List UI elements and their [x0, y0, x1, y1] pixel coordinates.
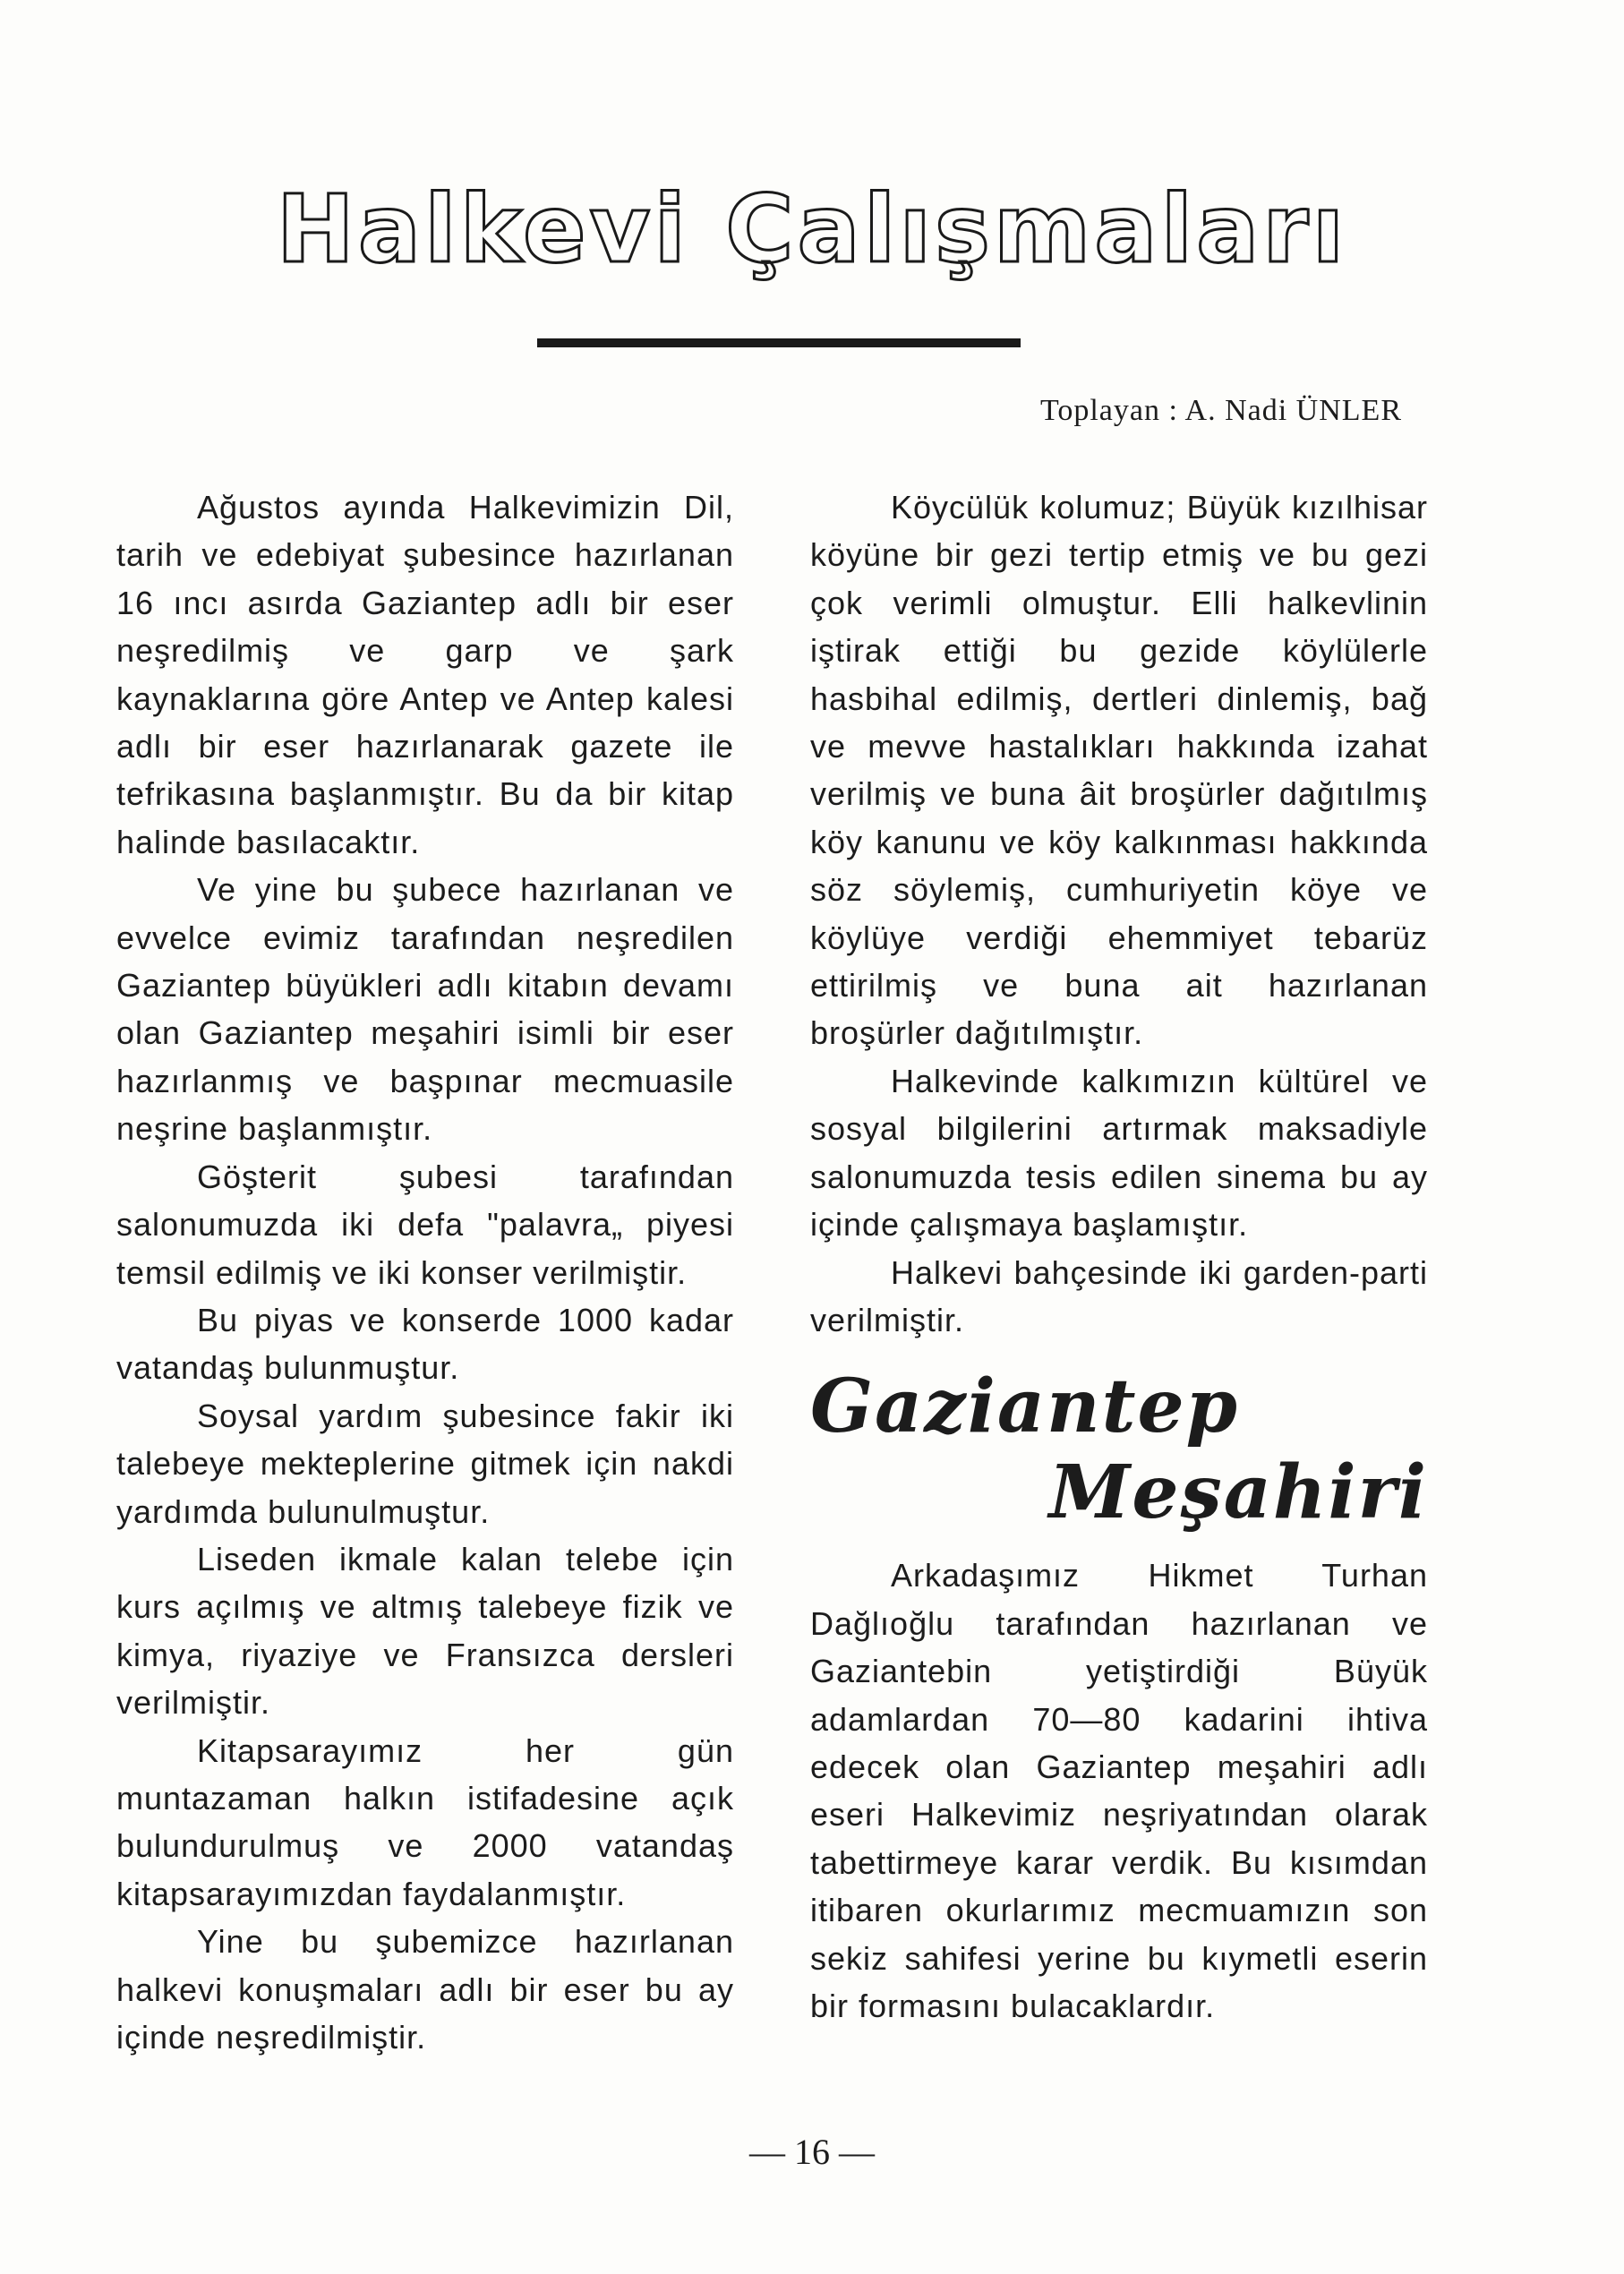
byline: Toplayan : A. Nadi ÜNLER	[1039, 394, 1402, 427]
paragraph: Kitapsarayımız her gün muntazaman halkın istifadesine açık bulundurulmuş ve 2000 vatandaş kitapsarayımızdan faydalanmıştır.	[116, 1731, 734, 1912]
left-column	[116, 483, 734, 2061]
paragraph: Bu piyas ve konserde 1000 kadar vatandaş bulunmuştur.	[116, 1301, 734, 1387]
right-column	[810, 483, 1428, 2030]
paragraph: Ve yine bu şubece hazırlanan ve evvelce evimiz tarafından neşredilen Gaziantep büyükleri adlı kitabın devamı olan Gaziantep meşahiri isimli bir eser hazırlanmış ve başpınar mecmuasile neşrine başlanmıştır.	[116, 871, 734, 1148]
page-title: Halkevi Çalışmaları	[276, 175, 1348, 284]
paragraph: Köycülük kolumuz; Büyük kızılhisar köyüne bir gezi tertip etmiş ve bu gezi çok verimli olmuştur. Elli halkevlinin iştirak ettiği bu gezide köylülerle hasbihal edilmiş, dertleri dinlemiş, bağ ve mevve hastalıkları hakkında izahat verilmiş ve buna âit broşürler dağıtılmış köy kanunu ve köy kalkınması hakkında söz söylemiş, cumhuriyetin köye ve köylüye verdiği ehemmiyet tebarüz ettirilmiş ve buna ait hazırlanan broşürler dağıtılmıştır.	[810, 489, 1428, 1052]
article-heading-line2: Meşahiri	[1048, 1449, 1428, 1536]
page-number: — 16 —	[749, 2132, 875, 2172]
article-paragraph: Arkadaşımız Hikmet Turhan Dağlıoğlu tarafından hazırlanan ve Gaziantebin yetiştirdiği Büyük adamlardan 70—80 kadarini ihtiva edecek olan Gaziantep meşahiri adlı eseri Halkevimiz neşriyatından olarak tabettirmeye karar verdik. Bu kısımdan itibaren okurlarımız mecmuamızın son sekiz sahifesi yerine bu kıymetli eserin bir formasını bulacaklardır.	[810, 1557, 1428, 2024]
article-heading	[810, 1364, 1428, 1535]
article-heading-line1: Gaziantep	[810, 1364, 1240, 1450]
title-underline	[537, 338, 1021, 347]
paragraph: Yine bu şubemizce hazırlanan halkevi konuşmaları adlı bir eser bu ay içinde neşredilmiştir.	[116, 1923, 734, 2056]
paragraph: Göşterit şubesi tarafından salonumuzda iki defa "palavra„ piyesi temsil edilmiş ve iki konser verilmiştir.	[116, 1158, 734, 1291]
paragraph: Liseden ikmale kalan telebe için kurs açılmış ve altmış talebeye fizik ve kimya, riyaziye ve Fransızca dersleri verilmiştir.	[116, 1540, 734, 1722]
paragraph: Halkevi bahçesinde iki garden-parti verilmiştir.	[810, 1253, 1428, 1338]
paragraph: Soysal yardım şubesince fakir iki talebeye mekteplerine gitmek için nakdi yardımda bulunulmuştur.	[116, 1397, 734, 1530]
paragraph: Halkevinde kalkımızın kültürel ve sosyal bilgilerini artırmak maksadiyle salonumuzda tesis edilen sinema bu ay içinde çalışmaya başlamıştır.	[810, 1062, 1428, 1244]
paragraph: Ağustos ayında Halkevimizin Dil, tarih ve edebiyat şubesince hazırlanan 16 ıncı asırda Gaziantep adlı bir eser neşredilmiş ve garp ve şark kaynaklarına göre Antep ve Antep kalesi adlı bir eser hazırlanarak gazete ile tefrikasına başlanmıştır. Bu da bir kitap halinde basılacaktır.	[116, 489, 734, 860]
